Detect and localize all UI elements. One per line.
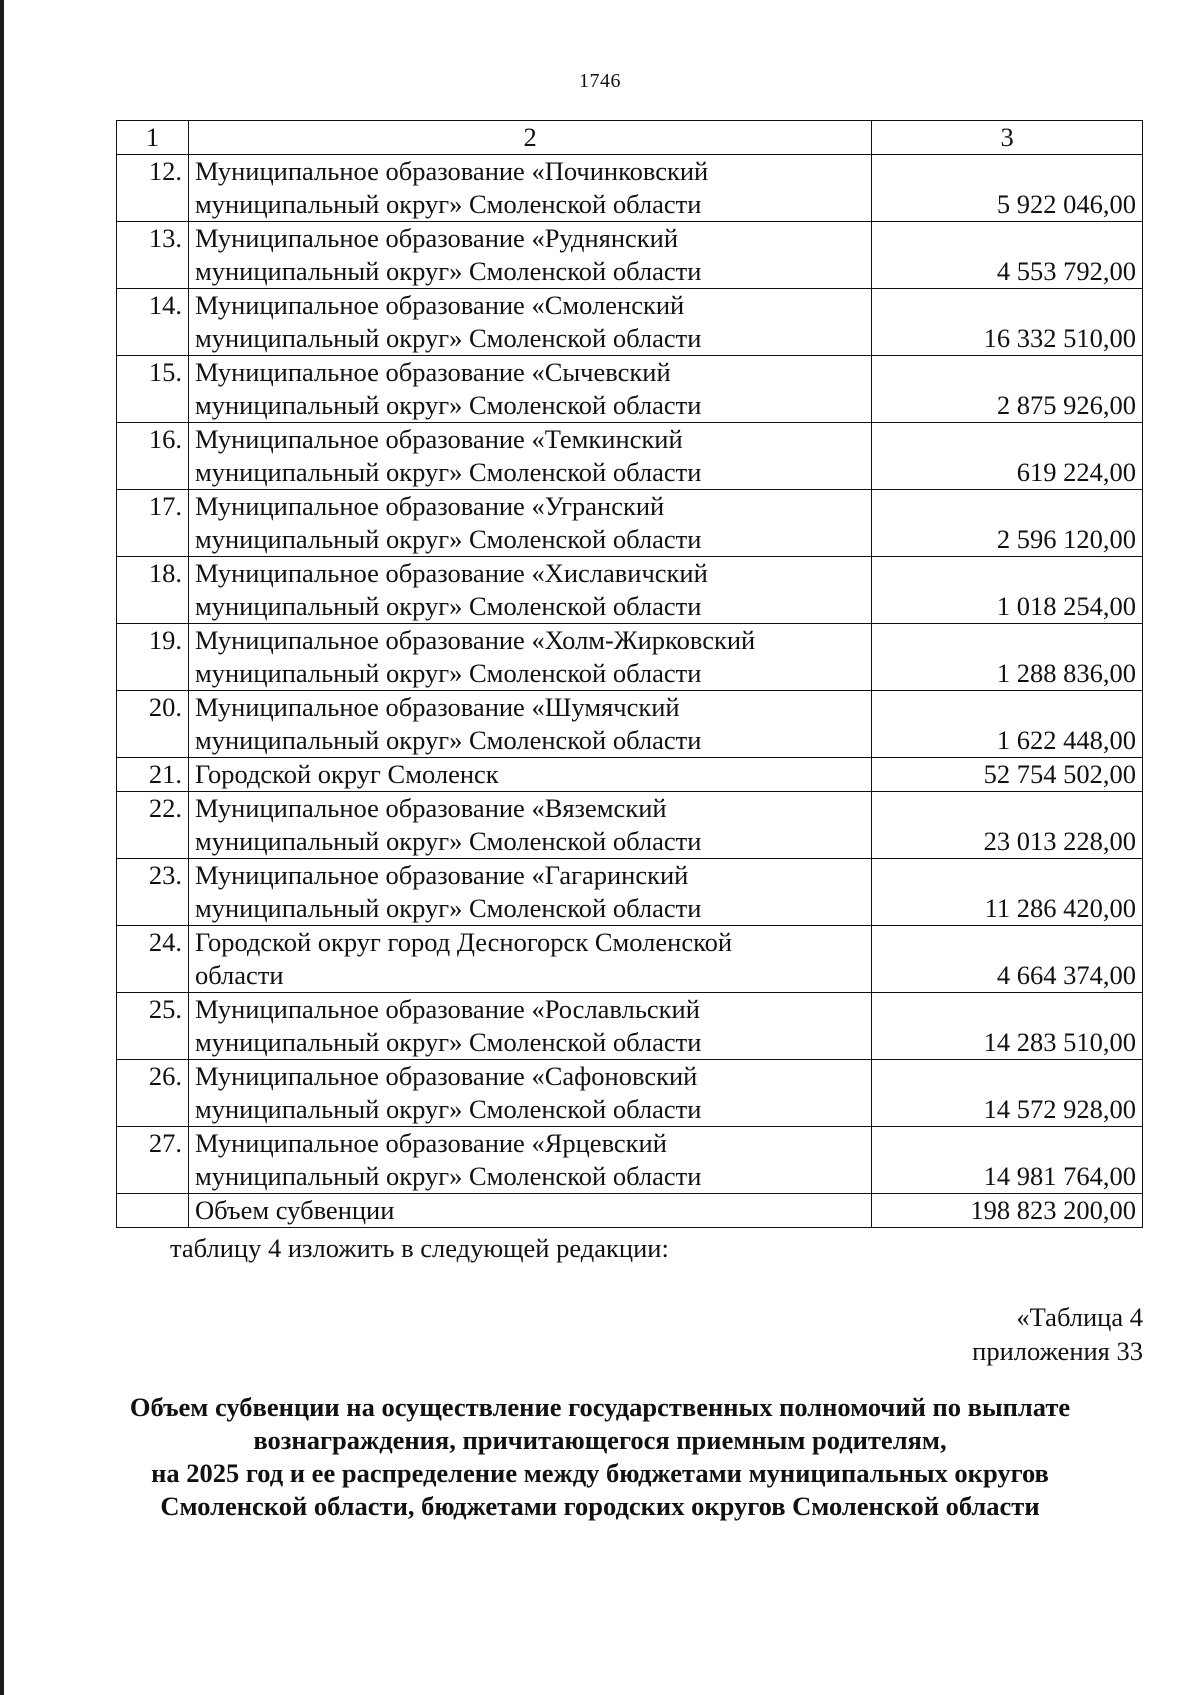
row-amount: 1 288 836,00 bbox=[872, 624, 1143, 691]
row-name-line-1: Муниципальное образование «Сычевский bbox=[194, 357, 671, 387]
row-number: 19. bbox=[117, 624, 189, 691]
row-name-line-1: Муниципальное образование «Ярцевский bbox=[194, 1128, 667, 1158]
row-number: 27. bbox=[117, 1127, 189, 1194]
scan-edge bbox=[0, 0, 4, 1695]
row-name-line-2: муниципальный округ» Смоленской области bbox=[194, 323, 702, 353]
row-name bbox=[188, 758, 871, 792]
row-number: 21. bbox=[117, 758, 189, 792]
row-number: 13. bbox=[117, 222, 189, 289]
row-number: 17. bbox=[117, 490, 189, 557]
row-name-line-1: Городской округ город Десногорск Смоленской bbox=[194, 927, 733, 957]
row-amount: 52 754 502,00 bbox=[872, 758, 1143, 792]
row-number: 20. bbox=[117, 691, 189, 758]
heading-line-4: Смоленской области, бюджетами городских округов Смоленской области bbox=[160, 1491, 1040, 1521]
row-number: 23. bbox=[117, 859, 189, 926]
column-header-name: 2 bbox=[188, 121, 871, 155]
table-row bbox=[117, 289, 1143, 356]
row-amount: 14 572 928,00 bbox=[872, 1060, 1143, 1127]
table-row bbox=[117, 1060, 1143, 1127]
table-row bbox=[117, 423, 1143, 490]
row-name-line-1: Муниципальное образование «Починковский bbox=[194, 156, 709, 186]
row-number: 24. bbox=[117, 926, 189, 993]
row-number: 15. bbox=[117, 356, 189, 423]
row-name-line-2: муниципальный округ» Смоленской области bbox=[194, 658, 702, 688]
row-name-line-1: Муниципальное образование «Хиславичский bbox=[194, 558, 708, 588]
row-number: 22. bbox=[117, 792, 189, 859]
total-amount: 198 823 200,00 bbox=[872, 1194, 1143, 1228]
table-row bbox=[117, 222, 1143, 289]
row-name-line-2: муниципальный округ» Смоленской области bbox=[194, 1161, 702, 1191]
row-amount: 11 286 420,00 bbox=[872, 859, 1143, 926]
instruction-text: таблицу 4 изложить в следующей редакции: bbox=[170, 1233, 669, 1263]
row-amount: 2 875 926,00 bbox=[872, 356, 1143, 423]
table-row bbox=[117, 758, 1143, 792]
row-name-line-1: Городской округ Смоленск bbox=[194, 759, 499, 789]
row-name bbox=[188, 691, 871, 758]
table-body bbox=[117, 121, 1143, 1228]
row-name-line-2: области bbox=[194, 960, 284, 990]
table-reference bbox=[972, 1300, 1143, 1368]
row-name-line-2: муниципальный округ» Смоленской области bbox=[194, 826, 702, 856]
table-reference-line-2: приложения 33 bbox=[972, 1336, 1143, 1366]
row-name-line-2: муниципальный округ» Смоленской области bbox=[194, 893, 702, 923]
table-4-heading bbox=[60, 1391, 1140, 1523]
row-name bbox=[188, 993, 871, 1060]
row-name-line-2: муниципальный округ» Смоленской области bbox=[194, 725, 702, 755]
table-row bbox=[117, 155, 1143, 222]
table-row bbox=[117, 926, 1143, 993]
row-name bbox=[188, 926, 871, 993]
row-amount: 4 664 374,00 bbox=[872, 926, 1143, 993]
row-amount: 1 018 254,00 bbox=[872, 557, 1143, 624]
row-name bbox=[188, 222, 871, 289]
row-name bbox=[188, 356, 871, 423]
heading-line-3: на 2025 год и ее распределение между бюджетами муниципальных округов bbox=[151, 1458, 1049, 1488]
row-name-line-2: муниципальный округ» Смоленской области bbox=[194, 390, 702, 420]
total-label: Объем субвенции bbox=[188, 1194, 871, 1228]
row-number: 16. bbox=[117, 423, 189, 490]
row-amount: 2 596 120,00 bbox=[872, 490, 1143, 557]
row-amount: 23 013 228,00 bbox=[872, 792, 1143, 859]
row-name bbox=[188, 289, 871, 356]
row-name-line-2: муниципальный округ» Смоленской области bbox=[194, 189, 702, 219]
row-name-line-1: Муниципальное образование «Темкинский bbox=[194, 424, 683, 454]
row-amount: 4 553 792,00 bbox=[872, 222, 1143, 289]
row-name-line-1: Муниципальное образование «Холм-Жирковский bbox=[194, 625, 756, 655]
row-name-line-1: Муниципальное образование «Рославльский bbox=[194, 994, 700, 1024]
row-name bbox=[188, 859, 871, 926]
row-name-line-1: Муниципальное образование «Шумячский bbox=[194, 692, 680, 722]
row-number: 14. bbox=[117, 289, 189, 356]
total-number bbox=[117, 1194, 189, 1228]
row-name bbox=[188, 792, 871, 859]
table-header-row bbox=[117, 121, 1143, 155]
column-header-amount: 3 bbox=[872, 121, 1143, 155]
row-name-line-2: муниципальный округ» Смоленской области bbox=[194, 1027, 702, 1057]
row-number: 25. bbox=[117, 993, 189, 1060]
row-name bbox=[188, 624, 871, 691]
row-amount: 14 283 510,00 bbox=[872, 993, 1143, 1060]
row-name-line-2: муниципальный округ» Смоленской области bbox=[194, 457, 702, 487]
total-row bbox=[117, 1194, 1143, 1228]
row-name-line-1: Муниципальное образование «Гагаринский bbox=[194, 860, 689, 890]
page-number: 1746 bbox=[579, 70, 621, 92]
heading-line-2: вознаграждения, причитающегося приемным родителям, bbox=[253, 1425, 947, 1455]
row-name bbox=[188, 557, 871, 624]
table-row bbox=[117, 490, 1143, 557]
row-name-line-1: Муниципальное образование «Вяземский bbox=[194, 793, 667, 823]
row-name-line-1: Муниципальное образование «Смоленский bbox=[194, 290, 685, 320]
row-name-line-2: муниципальный округ» Смоленской области bbox=[194, 524, 702, 554]
row-name-line-2: муниципальный округ» Смоленской области bbox=[194, 256, 702, 286]
row-amount: 5 922 046,00 bbox=[872, 155, 1143, 222]
row-name bbox=[188, 1127, 871, 1194]
table-row bbox=[117, 859, 1143, 926]
row-amount: 16 332 510,00 bbox=[872, 289, 1143, 356]
row-name bbox=[188, 490, 871, 557]
row-amount: 14 981 764,00 bbox=[872, 1127, 1143, 1194]
row-name bbox=[188, 155, 871, 222]
row-name bbox=[188, 423, 871, 490]
row-number: 18. bbox=[117, 557, 189, 624]
table-reference-line-1: «Таблица 4 bbox=[1016, 1302, 1143, 1332]
row-amount: 1 622 448,00 bbox=[872, 691, 1143, 758]
table-row bbox=[117, 792, 1143, 859]
table-row bbox=[117, 691, 1143, 758]
heading-line-1: Объем субвенции на осуществление государственных полномочий по выплате bbox=[129, 1392, 1071, 1422]
table-row bbox=[117, 993, 1143, 1060]
row-name-line-2: муниципальный округ» Смоленской области bbox=[194, 1094, 702, 1124]
subvention-table bbox=[116, 120, 1143, 1228]
row-name-line-1: Муниципальное образование «Сафоновский bbox=[194, 1061, 698, 1091]
row-amount: 619 224,00 bbox=[872, 423, 1143, 490]
row-name-line-1: Муниципальное образование «Угранский bbox=[194, 491, 665, 521]
row-name bbox=[188, 1060, 871, 1127]
table-row bbox=[117, 557, 1143, 624]
row-number: 12. bbox=[117, 155, 189, 222]
table-row bbox=[117, 1127, 1143, 1194]
row-name-line-2: муниципальный округ» Смоленской области bbox=[194, 591, 702, 621]
row-name-line-1: Муниципальное образование «Руднянский bbox=[194, 223, 679, 253]
row-number: 26. bbox=[117, 1060, 189, 1127]
table-row bbox=[117, 356, 1143, 423]
column-header-number: 1 bbox=[117, 121, 189, 155]
table-row bbox=[117, 624, 1143, 691]
